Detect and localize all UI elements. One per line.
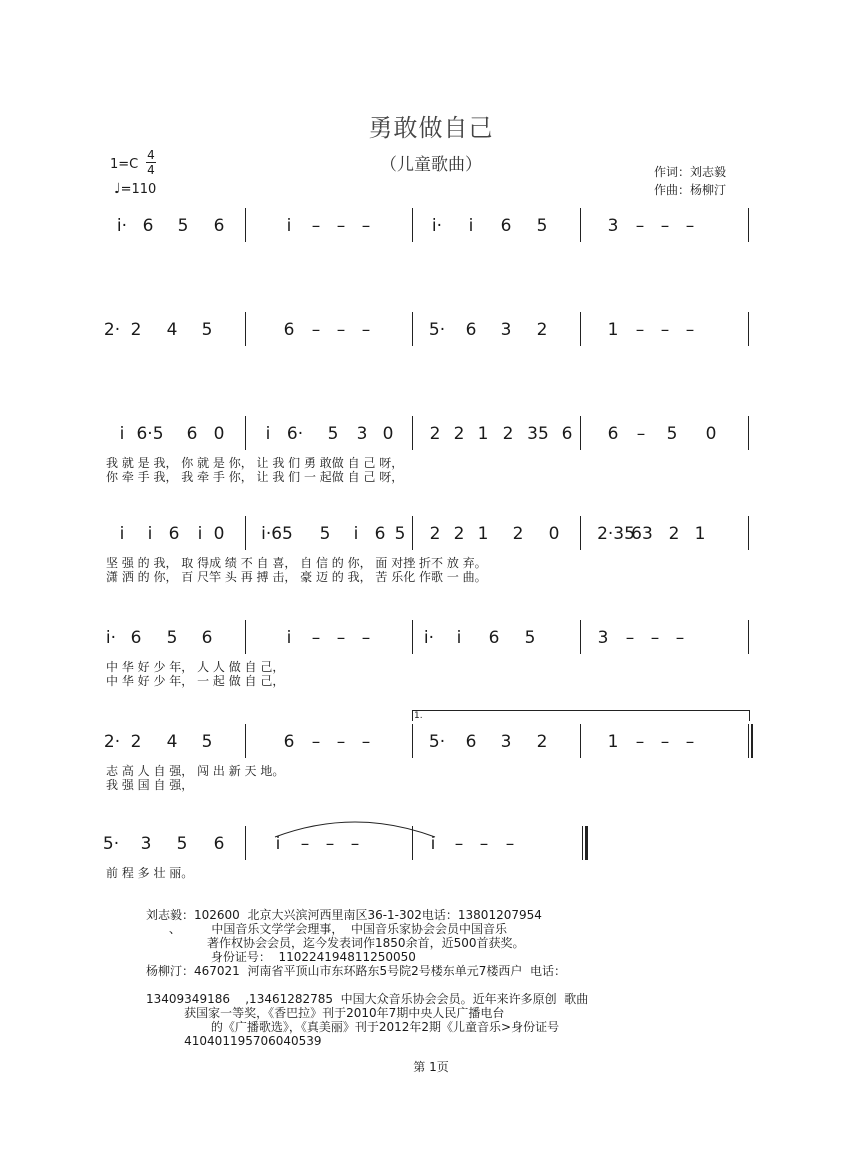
jianpu-note: 6 (374, 524, 386, 544)
jianpu-note: 3 (500, 732, 512, 752)
jianpu-note: 3 (500, 320, 512, 340)
jianpu-note: 2 (536, 732, 548, 752)
jianpu-note: 6 (465, 732, 477, 752)
jianpu-note: – (300, 834, 310, 854)
jianpu-note: 0 (705, 424, 717, 444)
jianpu-note: i (353, 524, 359, 544)
lyrics-verse-1: 前 程 多 壮 丽。 (106, 866, 194, 880)
bar-line (748, 620, 749, 654)
bar-line (748, 516, 749, 550)
jianpu-note: 2 (130, 732, 142, 752)
jianpu-note: 0 (382, 424, 394, 444)
jianpu-note: i (456, 628, 462, 648)
jianpu-note: – (336, 320, 346, 340)
lyrics-verse-1: 我 就 是 我， 你 就 是 你， 让 我 们 勇 敢做 自 己 呀， (106, 456, 404, 470)
bar-line (582, 826, 583, 860)
jianpu-note: 1 (477, 524, 489, 544)
jianpu-note: – (336, 216, 346, 236)
lyrics-verse-1: 志 高 人 自 强， 闯 出 新 天 地。 (106, 764, 285, 778)
jianpu-note: 3 (356, 424, 368, 444)
lyrics-verse-1: 坚 强 的 我， 取 得成 绩 不 自 喜， 自 信 的 你， 面 对挫 折不 放 弃。 (106, 556, 487, 570)
jianpu-note: 1 (607, 732, 619, 752)
jianpu-note: 5 (201, 732, 213, 752)
jianpu-note: 5 (201, 320, 213, 340)
jianpu-note: 5· (428, 320, 446, 340)
jianpu-note: – (311, 628, 321, 648)
jianpu-note: i (119, 424, 125, 444)
bar-line (748, 724, 749, 758)
lyrics-verse-1: 中 华 好 少 年， 人 人 做 自 己， (106, 660, 285, 674)
bar-line (580, 724, 581, 758)
jianpu-note: 5 (394, 524, 406, 544)
jianpu-note: – (361, 732, 371, 752)
jianpu-note: i (265, 424, 271, 444)
bar-line (580, 620, 581, 654)
jianpu-note: 5 (536, 216, 548, 236)
jianpu-note: i (430, 834, 436, 854)
jianpu-note: 5 (166, 628, 178, 648)
jianpu-note: 2 (536, 320, 548, 340)
composer-credit: 作曲：杨柳汀 (654, 183, 727, 197)
jianpu-note: i· (423, 628, 435, 648)
bar-line (748, 208, 749, 242)
jianpu-note: 4 (166, 732, 178, 752)
jianpu-note: 6 (465, 320, 477, 340)
jianpu-note: – (350, 834, 360, 854)
jianpu-note: 6 (488, 628, 500, 648)
jianpu-note: i· (105, 628, 117, 648)
jianpu-note: 6 (130, 628, 142, 648)
jianpu-note: 0 (213, 524, 225, 544)
jianpu-note: 6 (186, 424, 198, 444)
lyrics-verse-2: 潇 洒 的 你， 百 尺竿 头 再 搏 击， 豪 迈 的 我， 苦 乐化 作歌 一 曲。 (106, 570, 487, 584)
lyrics-verse-2: 你 牵 手 我， 我 牵 手 你， 让 我 们 一 起做 自 己 呀， (106, 470, 404, 484)
jianpu-note: i (286, 216, 292, 236)
jianpu-note: i (468, 216, 474, 236)
time-numerator: 4 (147, 148, 155, 162)
volta-label: 1. (414, 711, 423, 721)
jianpu-note: 2·35 (597, 524, 635, 544)
jianpu-note: – (361, 216, 371, 236)
key-signature: 1=C (110, 157, 139, 172)
jianpu-note: 6· (286, 424, 304, 444)
repeat-bar-line (751, 724, 753, 758)
jianpu-note: 1 (477, 424, 489, 444)
jianpu-note: – (479, 834, 489, 854)
lyricist-credit: 作词：刘志毅 (654, 165, 727, 179)
jianpu-note: – (660, 732, 670, 752)
jianpu-note: 6 (283, 732, 295, 752)
jianpu-note: 1 (694, 524, 706, 544)
jianpu-note: i·65 (261, 524, 293, 544)
jianpu-note: i (275, 834, 281, 854)
jianpu-note: 5 (177, 216, 189, 236)
lyrics-verse-2: 我 强 国 自 强， (106, 778, 194, 792)
jianpu-note: 2 (668, 524, 680, 544)
jianpu-note: – (325, 834, 335, 854)
bar-line (245, 312, 246, 346)
jianpu-note: i (119, 524, 125, 544)
jianpu-note: – (454, 834, 464, 854)
bar-line (245, 416, 246, 450)
jianpu-note: – (361, 628, 371, 648)
jianpu-note: – (635, 216, 645, 236)
jianpu-note: 5 (319, 524, 331, 544)
jianpu-note: 2 (429, 524, 441, 544)
slur-tie (270, 812, 440, 842)
jianpu-note: i (147, 524, 153, 544)
page-number: 第 1页 (413, 1060, 449, 1074)
jianpu-note: – (635, 320, 645, 340)
jianpu-note: – (505, 834, 515, 854)
jianpu-note: 6 (213, 216, 225, 236)
jianpu-note: 5 (524, 628, 536, 648)
jianpu-note: – (311, 320, 321, 340)
jianpu-note: 0 (213, 424, 225, 444)
jianpu-note: 6 (607, 424, 619, 444)
jianpu-note: 4 (166, 320, 178, 340)
bar-line (412, 416, 413, 450)
jianpu-note: 2 (512, 524, 524, 544)
jianpu-note: 2 (453, 424, 465, 444)
bar-line (245, 620, 246, 654)
bar-line (412, 724, 413, 758)
jianpu-note: 6 (561, 424, 573, 444)
jianpu-note: – (635, 732, 645, 752)
credits (654, 163, 726, 199)
jianpu-note: – (685, 216, 695, 236)
jianpu-note: 6 (168, 524, 180, 544)
jianpu-note: – (660, 320, 670, 340)
song-title: 勇敢做自己 (368, 114, 494, 142)
jianpu-note: 0 (548, 524, 560, 544)
jianpu-note: 6 (142, 216, 154, 236)
bar-line (245, 724, 246, 758)
jianpu-note: 6 (283, 320, 295, 340)
jianpu-note: 6 (213, 834, 225, 854)
jianpu-note: 5· (428, 732, 446, 752)
bar-line (412, 208, 413, 242)
jianpu-note: 6 (201, 628, 213, 648)
jianpu-note: 2 (502, 424, 514, 444)
jianpu-note: 6·5 (136, 424, 164, 444)
jianpu-note: 6 (500, 216, 512, 236)
jianpu-note: 3 (140, 834, 152, 854)
jianpu-note: – (685, 320, 695, 340)
bar-line (580, 208, 581, 242)
jianpu-note: 5 (666, 424, 678, 444)
bar-line (580, 516, 581, 550)
bar-line (748, 312, 749, 346)
jianpu-note: 5 (176, 834, 188, 854)
time-denominator: 4 (147, 163, 155, 177)
jianpu-note: 5· (102, 834, 120, 854)
jianpu-note: 63 (631, 524, 653, 544)
jianpu-note: 2· (103, 732, 121, 752)
jianpu-note: – (336, 628, 346, 648)
jianpu-note: 1 (607, 320, 619, 340)
jianpu-note: 3 (607, 216, 619, 236)
jianpu-note: – (361, 320, 371, 340)
time-signature (146, 148, 156, 177)
tempo-value: =110 (120, 182, 157, 197)
author-info: 刘志毅：102600 北京大兴滨河西里南区36-1-302电话：13801207954 、 中国音乐文学学会理事， 中国音乐家协会会员中国音乐 著作权协会会员，迄今发表词作1850余首，近500首获奖。 身份证号： 110224194811250050 杨柳汀：467021 河南省平顶山市东环路东5号院2号楼东单元7楼西户 电话： 13409349186 ,13461282785 中国大众音乐协会会员。近年来许多原创 歌曲 获国家一等奖，《香巴拉》刊于2010年7期中央人民广播电台 的《广播歌选》，《真美丽》刊于2012年2期《儿童音乐>身份证号 410401195706040539 (146, 908, 589, 1048)
jianpu-note: i· (431, 216, 443, 236)
song-subtitle: （儿童歌曲） (380, 155, 482, 175)
jianpu-note: i (286, 628, 292, 648)
bar-line (412, 620, 413, 654)
final-bar-line (585, 826, 588, 860)
jianpu-note: 2 (453, 524, 465, 544)
bar-line (748, 416, 749, 450)
jianpu-note: – (311, 216, 321, 236)
bar-line (245, 516, 246, 550)
bar-line (412, 516, 413, 550)
jianpu-note: – (311, 732, 321, 752)
jianpu-note: 5 (327, 424, 339, 444)
jianpu-note: – (636, 424, 646, 444)
quarter-note-icon: ♩ (114, 181, 121, 197)
jianpu-note: 3 (597, 628, 609, 648)
jianpu-note: – (336, 732, 346, 752)
jianpu-note: – (675, 628, 685, 648)
volta-bracket (412, 710, 750, 721)
jianpu-note: – (660, 216, 670, 236)
jianpu-note: 2 (429, 424, 441, 444)
bar-line (412, 312, 413, 346)
jianpu-note: – (685, 732, 695, 752)
jianpu-note: 2· (103, 320, 121, 340)
jianpu-note: 35 (527, 424, 549, 444)
bar-line (245, 208, 246, 242)
bar-line (245, 826, 246, 860)
jianpu-note: – (650, 628, 660, 648)
bar-line (580, 416, 581, 450)
tempo-marking (114, 181, 156, 197)
lyrics-verse-2: 中 华 好 少 年， 一 起 做 自 己， (106, 674, 285, 688)
jianpu-note: i· (116, 216, 128, 236)
jianpu-note: i (197, 524, 203, 544)
jianpu-note: 2 (130, 320, 142, 340)
bar-line (580, 312, 581, 346)
jianpu-note: – (625, 628, 635, 648)
